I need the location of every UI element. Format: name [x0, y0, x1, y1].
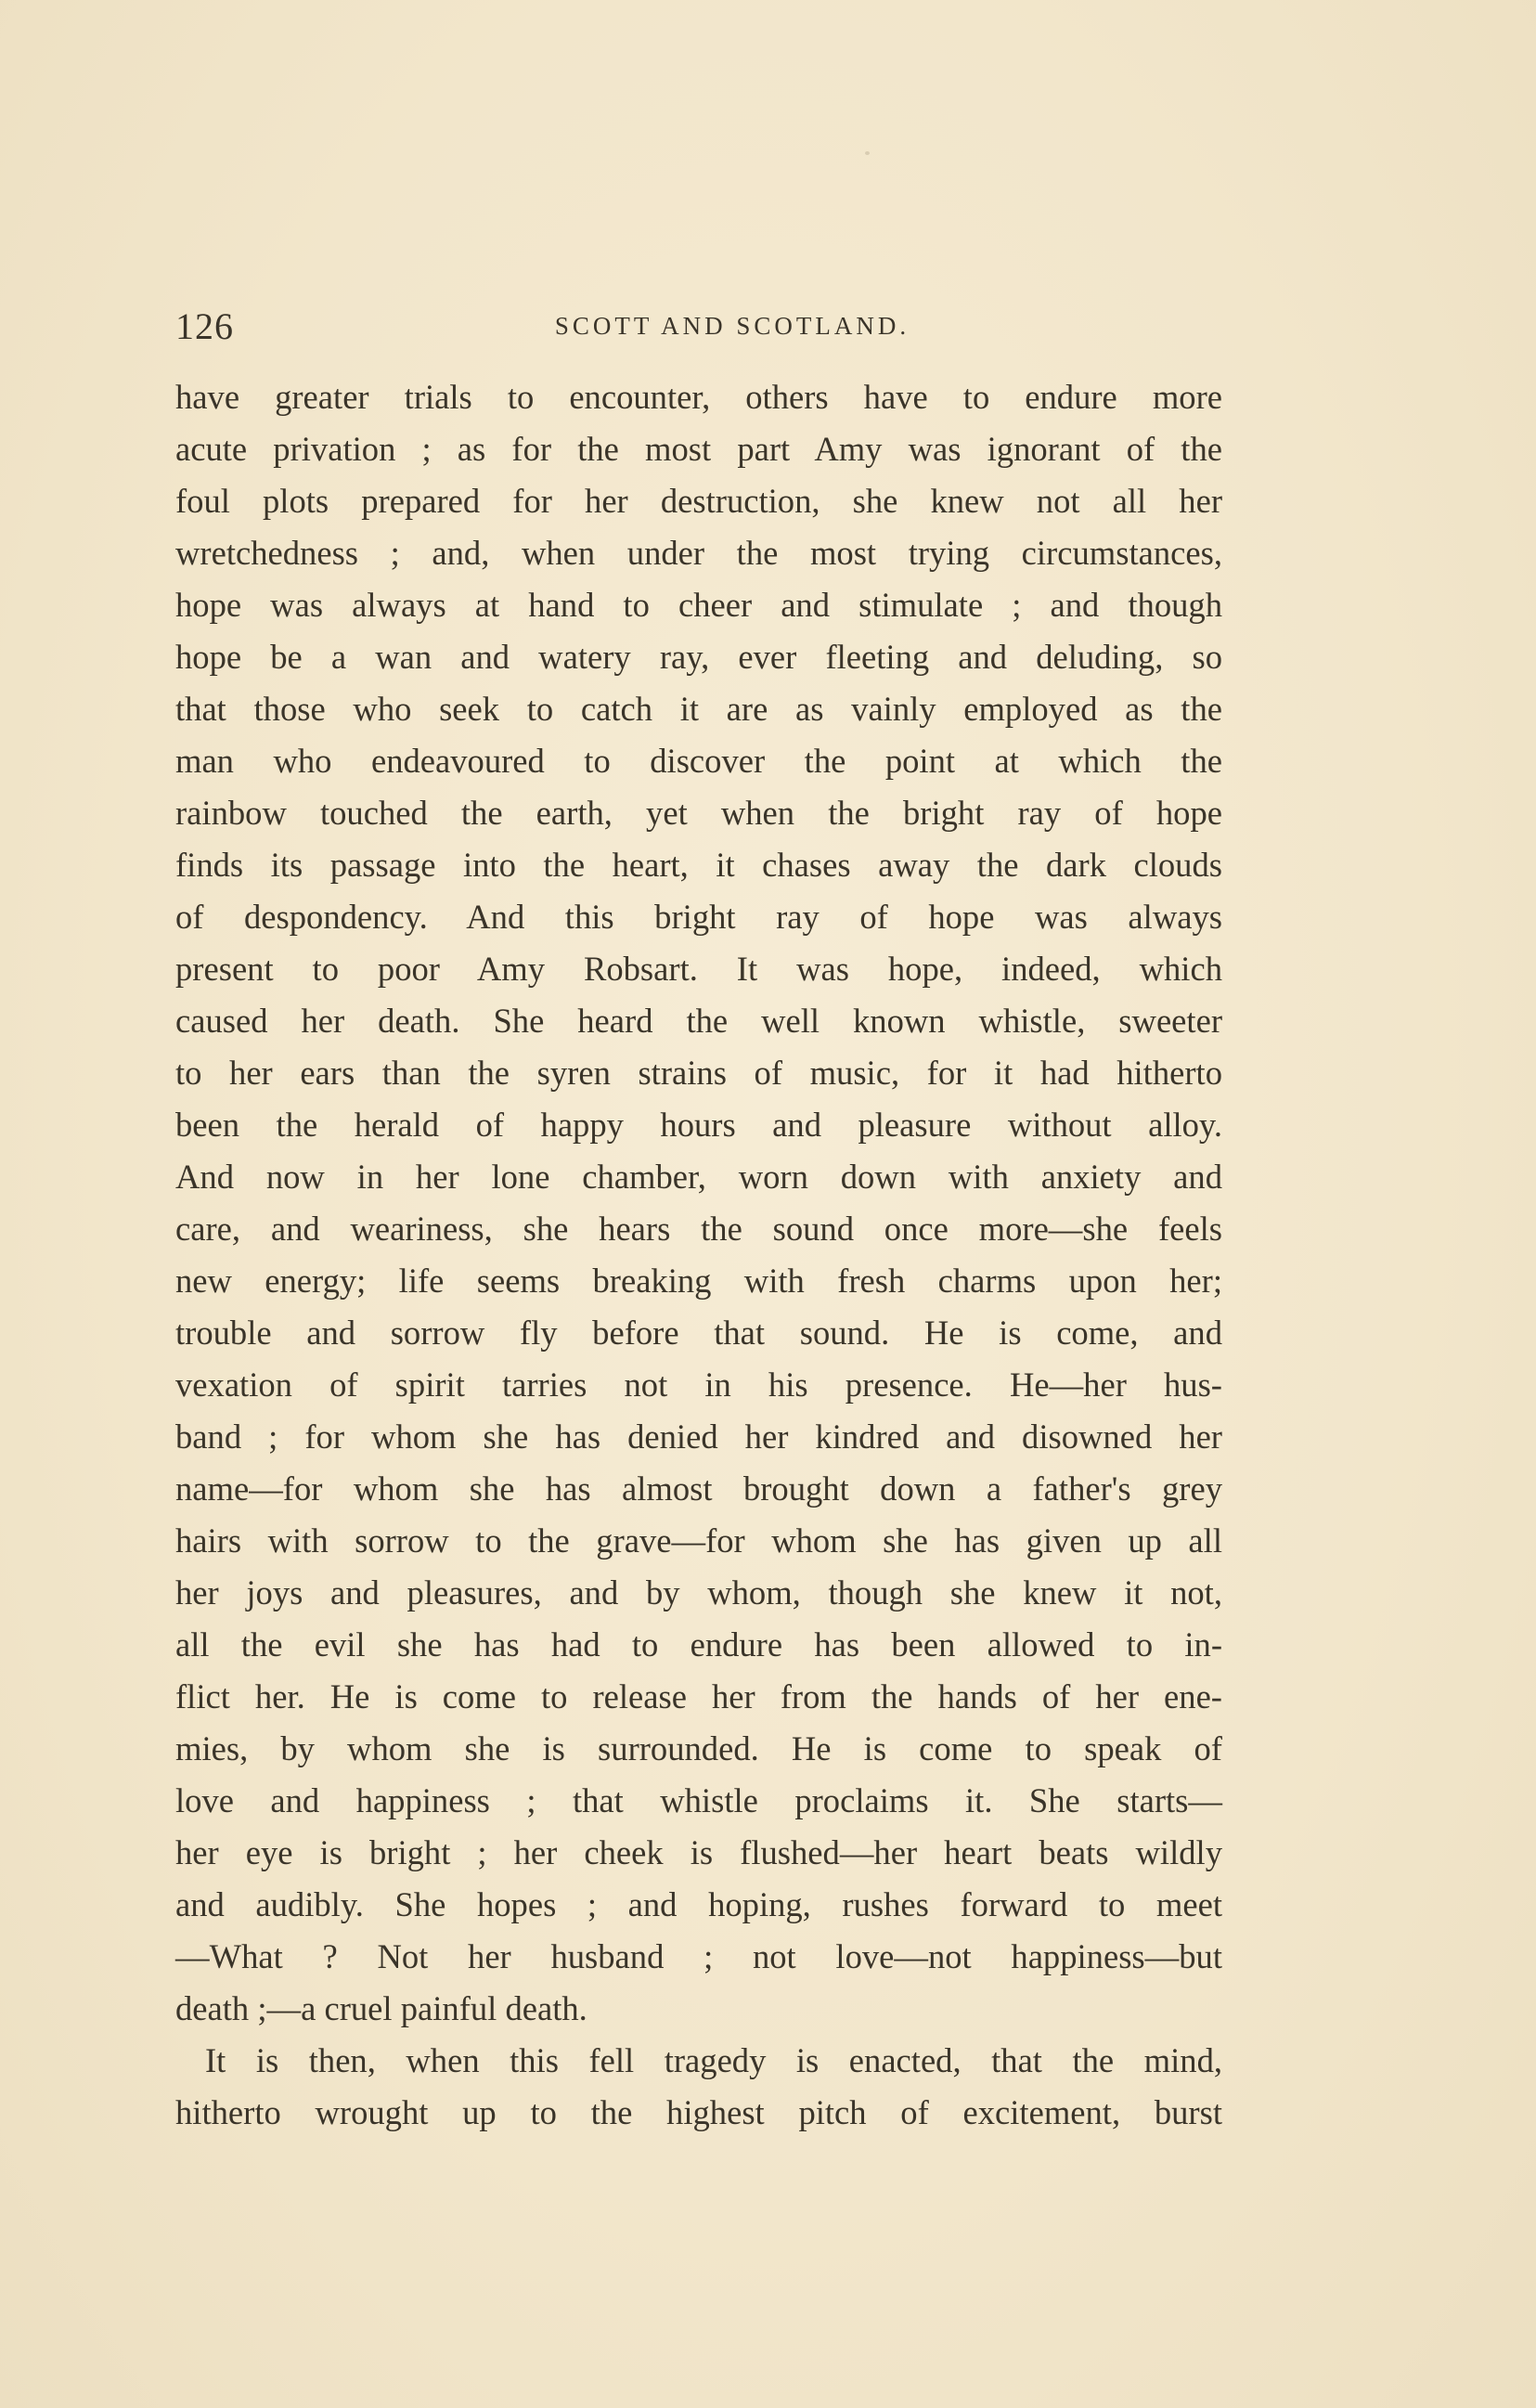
text-line: trouble and sorrow fly before that sound. He is come, and — [175, 1314, 1222, 1352]
text-line: have greater trials to encounter, others have to endure more — [175, 378, 1222, 416]
text-line: band ; for whom she has denied her kindred and disowned her — [175, 1418, 1222, 1456]
text-line: rainbow touched the earth, yet when the bright ray of hope — [175, 794, 1222, 832]
paragraph-start-line: It is then, when this fell tragedy is enacted, that the mind, — [205, 2041, 1222, 2079]
page-number: 126 — [175, 305, 234, 347]
page-header — [175, 299, 1243, 355]
text-line: name—for whom she has almost brought down a father's grey — [175, 1469, 1222, 1508]
text-line: hope be a wan and watery ray, ever fleeting and deluding, so — [175, 638, 1222, 676]
text-line: that those who seek to catch it are as vainly employed as the — [175, 690, 1222, 728]
text-line: been the herald of happy hours and pleasure without alloy. — [175, 1106, 1222, 1144]
text-line: new energy; life seems breaking with fresh charms upon her; — [175, 1262, 1222, 1300]
text-line: of despondency. And this bright ray of hope was always — [175, 898, 1222, 936]
text-line: present to poor Amy Robsart. It was hope, indeed, which — [175, 950, 1222, 988]
running-head: SCOTT AND SCOTLAND. — [554, 312, 910, 340]
text-line: flict her. He is come to release her from the hands of her ene- — [175, 1677, 1222, 1715]
text-line: —What ? Not her husband ; not love—not happiness—but — [175, 1937, 1222, 1975]
text-line: and audibly. She hopes ; and hoping, rushes forward to meet — [175, 1885, 1222, 1923]
text-line: mies, by whom she is surrounded. He is come to speak of — [175, 1729, 1222, 1767]
text-line: hitherto wrought up to the highest pitch of excitement, burst — [175, 2093, 1222, 2131]
text-line: to her ears than the syren strains of music, for it had hitherto — [175, 1054, 1222, 1092]
text-line: finds its passage into the heart, it chases away the dark clouds — [175, 846, 1222, 884]
text-line: her eye is bright ; her cheek is flushed—her heart beats wildly — [175, 1833, 1222, 1871]
text-line: acute privation ; as for the most part Amy was ignorant of the — [175, 430, 1222, 468]
text-line: man who endeavoured to discover the point at which the — [175, 742, 1222, 780]
text-line: wretchedness ; and, when under the most trying circumstances, — [175, 534, 1222, 572]
text-line: foul plots prepared for her destruction, she knew not all her — [175, 482, 1222, 520]
text-line: vexation of spirit tarries not in his presence. He—her hus- — [175, 1366, 1222, 1404]
paper-speck — [865, 151, 870, 155]
text-line: hairs with sorrow to the grave—for whom she has given up all — [175, 1521, 1222, 1560]
text-line: care, and weariness, she hears the sound once more—she feels — [175, 1210, 1222, 1248]
text-line: love and happiness ; that whistle proclaims it. She starts— — [175, 1781, 1222, 1819]
text-line: her joys and pleasures, and by whom, though she knew it not, — [175, 1573, 1222, 1612]
text-line: hope was always at hand to cheer and stimulate ; and though — [175, 586, 1222, 624]
text-line: And now in her lone chamber, worn down with anxiety and — [175, 1158, 1222, 1196]
text-line: all the evil she has had to endure has been allowed to in- — [175, 1625, 1222, 1664]
body-text — [175, 371, 1222, 2139]
text-line: caused her death. She heard the well known whistle, sweeter — [175, 1002, 1222, 1040]
paragraph-end-line: death ;—a cruel painful death. — [175, 1989, 587, 2027]
